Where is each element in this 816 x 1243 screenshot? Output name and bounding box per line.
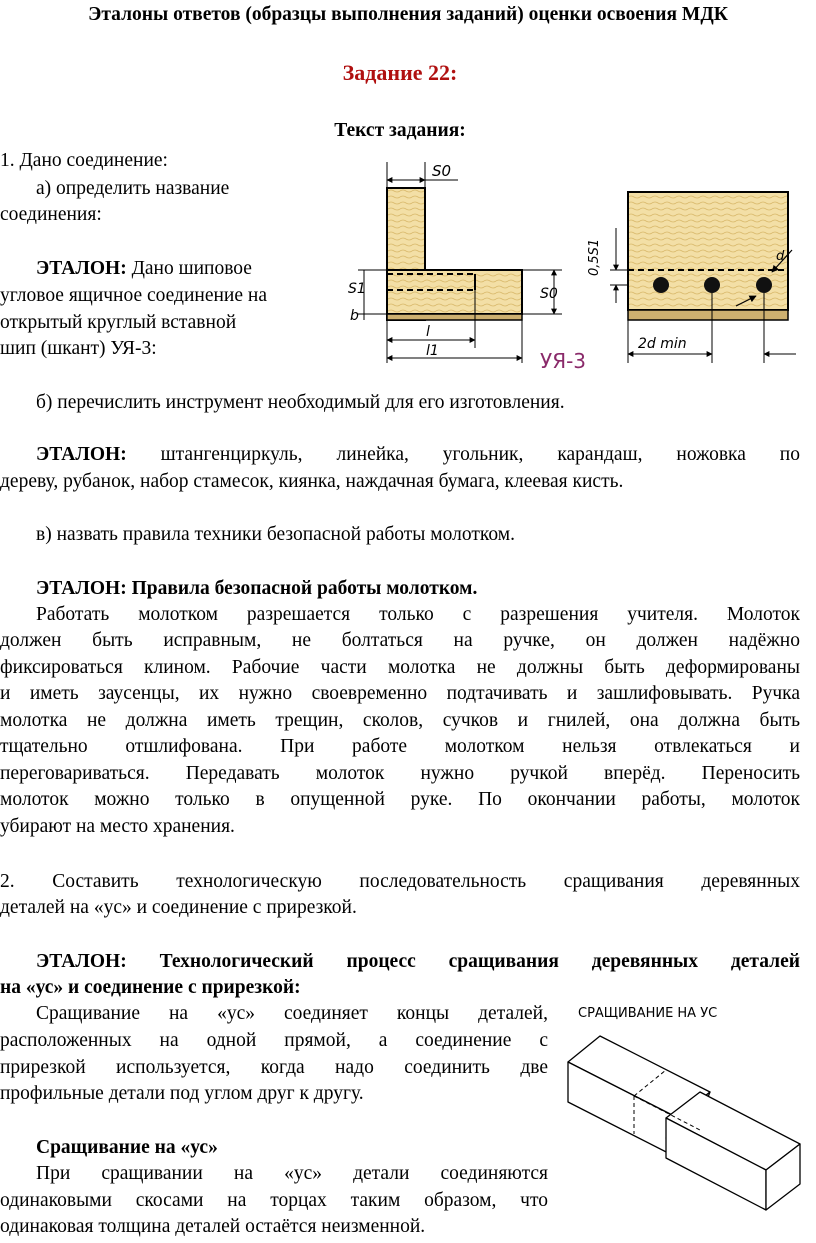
- q2-paragraph-line: расположенных на одной прямой, а соединение с: [0, 1030, 548, 1051]
- q1-b-answer-line-2: дереву, рубанок, набор стамесок, киянка, наждачная бумага, клеевая кисть.: [0, 471, 624, 492]
- task-number: Задание 22:: [342, 60, 458, 85]
- dowel-hole: [704, 277, 720, 293]
- dim-half-s1: 0,5S1: [587, 238, 602, 276]
- q1-c-rule-line: и иметь заусенцы, их нужно своевременно подтачивать и зашлифовывать. Ручка: [0, 683, 800, 704]
- dim-d: d: [776, 249, 785, 264]
- q1-c-heading: ЭТАЛОН: Правила безопасной работы молотком.: [36, 578, 478, 599]
- q1-b-answer-line-1: ЭТАЛОН: штангенциркуль, линейка, угольник, карандаш, ножовка по: [36, 444, 800, 465]
- task-text-label: Текст задания:: [334, 120, 466, 141]
- q1-intro: 1. Дано соединение:: [0, 150, 168, 171]
- q2-etalon-heading-1: ЭТАЛОН: Технологический процесс сращивания деревянных деталей: [36, 951, 800, 972]
- q2-sub-line: одинаковая толщина деталей остаётся неизменной.: [0, 1216, 426, 1237]
- dim-l: l: [426, 324, 430, 340]
- q1-sub-a: а) определить название: [36, 178, 230, 199]
- q1-etalon-line-2: угловое ящичное соединение на: [0, 285, 267, 306]
- q2-paragraph-line: Сращивание на «ус» соединяет концы деталей,: [36, 1003, 548, 1024]
- q1-sub-c: в) назвать правила техники безопасной работы молотком.: [36, 524, 515, 545]
- dim-l1: l1: [426, 343, 439, 359]
- splice-figure-caption: СРАЩИВАНИЕ НА УС: [578, 1006, 718, 1021]
- splice-drawing: [560, 1026, 810, 1216]
- dowel-hole: [653, 277, 669, 293]
- q2-paragraph-line: профильные детали под углом друг к другу.: [0, 1083, 364, 1104]
- joint-drawing: [340, 158, 800, 378]
- q1-c-rule-line: Работать молотком разрешается только с разрешения учителя. Молоток: [36, 604, 800, 625]
- q1-etalon-line-3: открытый круглый вставной: [0, 312, 237, 333]
- q2-paragraph-line: прирезкой используется, когда надо соединить две: [0, 1057, 548, 1078]
- q2-question-line-2: деталей на «ус» и соединение с прирезкой.: [0, 897, 357, 918]
- q1-c-rule-line: переговариваться. Передавать молоток нужно ручкой вперёд. Переносить: [0, 763, 800, 784]
- dim-2d-min: 2d min: [638, 336, 687, 352]
- q2-question-line-1: 2. Составить технологическую последовательность сращивания деревянных: [0, 871, 800, 892]
- joint-code-label: УЯ-3: [540, 349, 587, 373]
- q1-sub-a-cont: соединения:: [0, 204, 102, 225]
- q1-c-rule-line: молоток можно только в опущенной руке. По окончании работы, молоток: [0, 789, 800, 810]
- dim-b: b: [350, 308, 359, 324]
- q1-etalon-line-1: ЭТАЛОН: Дано шиповое: [36, 258, 252, 279]
- q2-subheading: Сращивание на «ус»: [36, 1137, 218, 1158]
- document-title: Эталоны ответов (образцы выполнения заданий) оценки освоения МДК: [88, 4, 728, 25]
- q1-c-rule-line: фиксироваться клином. Рабочие части молотка не должны быть деформированы: [0, 657, 800, 678]
- dim-s0-side: S0: [540, 286, 558, 302]
- q1-c-rule-line: должен быть исправным, не болтаться на ручке, он должен надёжно: [0, 630, 800, 651]
- dim-s0-top: S0: [432, 162, 452, 180]
- q2-sub-line: При сращивании на «ус» детали соединяются: [36, 1163, 548, 1184]
- q1-c-rule-line: молотка не должна иметь трещин, сколов, сучков и гнилей, она должна быть: [0, 710, 800, 731]
- q1-c-rule-line: убирают на место хранения.: [0, 816, 235, 837]
- q1-c-rule-line: тщательно отшлифована. При работе молотком нельзя отвлекаться и: [0, 736, 800, 757]
- q1-sub-b: б) перечислить инструмент необходимый для его изготовления.: [36, 392, 565, 413]
- q2-etalon-heading-2: на «ус» и соединение с прирезкой:: [0, 977, 301, 998]
- dowel-hole: [756, 277, 772, 293]
- q1-etalon-line-4: шип (шкант) УЯ-3:: [0, 338, 157, 359]
- horizontal-board: [387, 270, 522, 314]
- q2-sub-line: одинаковыми скосами на торцах таким образом, что: [0, 1190, 548, 1211]
- dim-s1: S1: [348, 281, 366, 297]
